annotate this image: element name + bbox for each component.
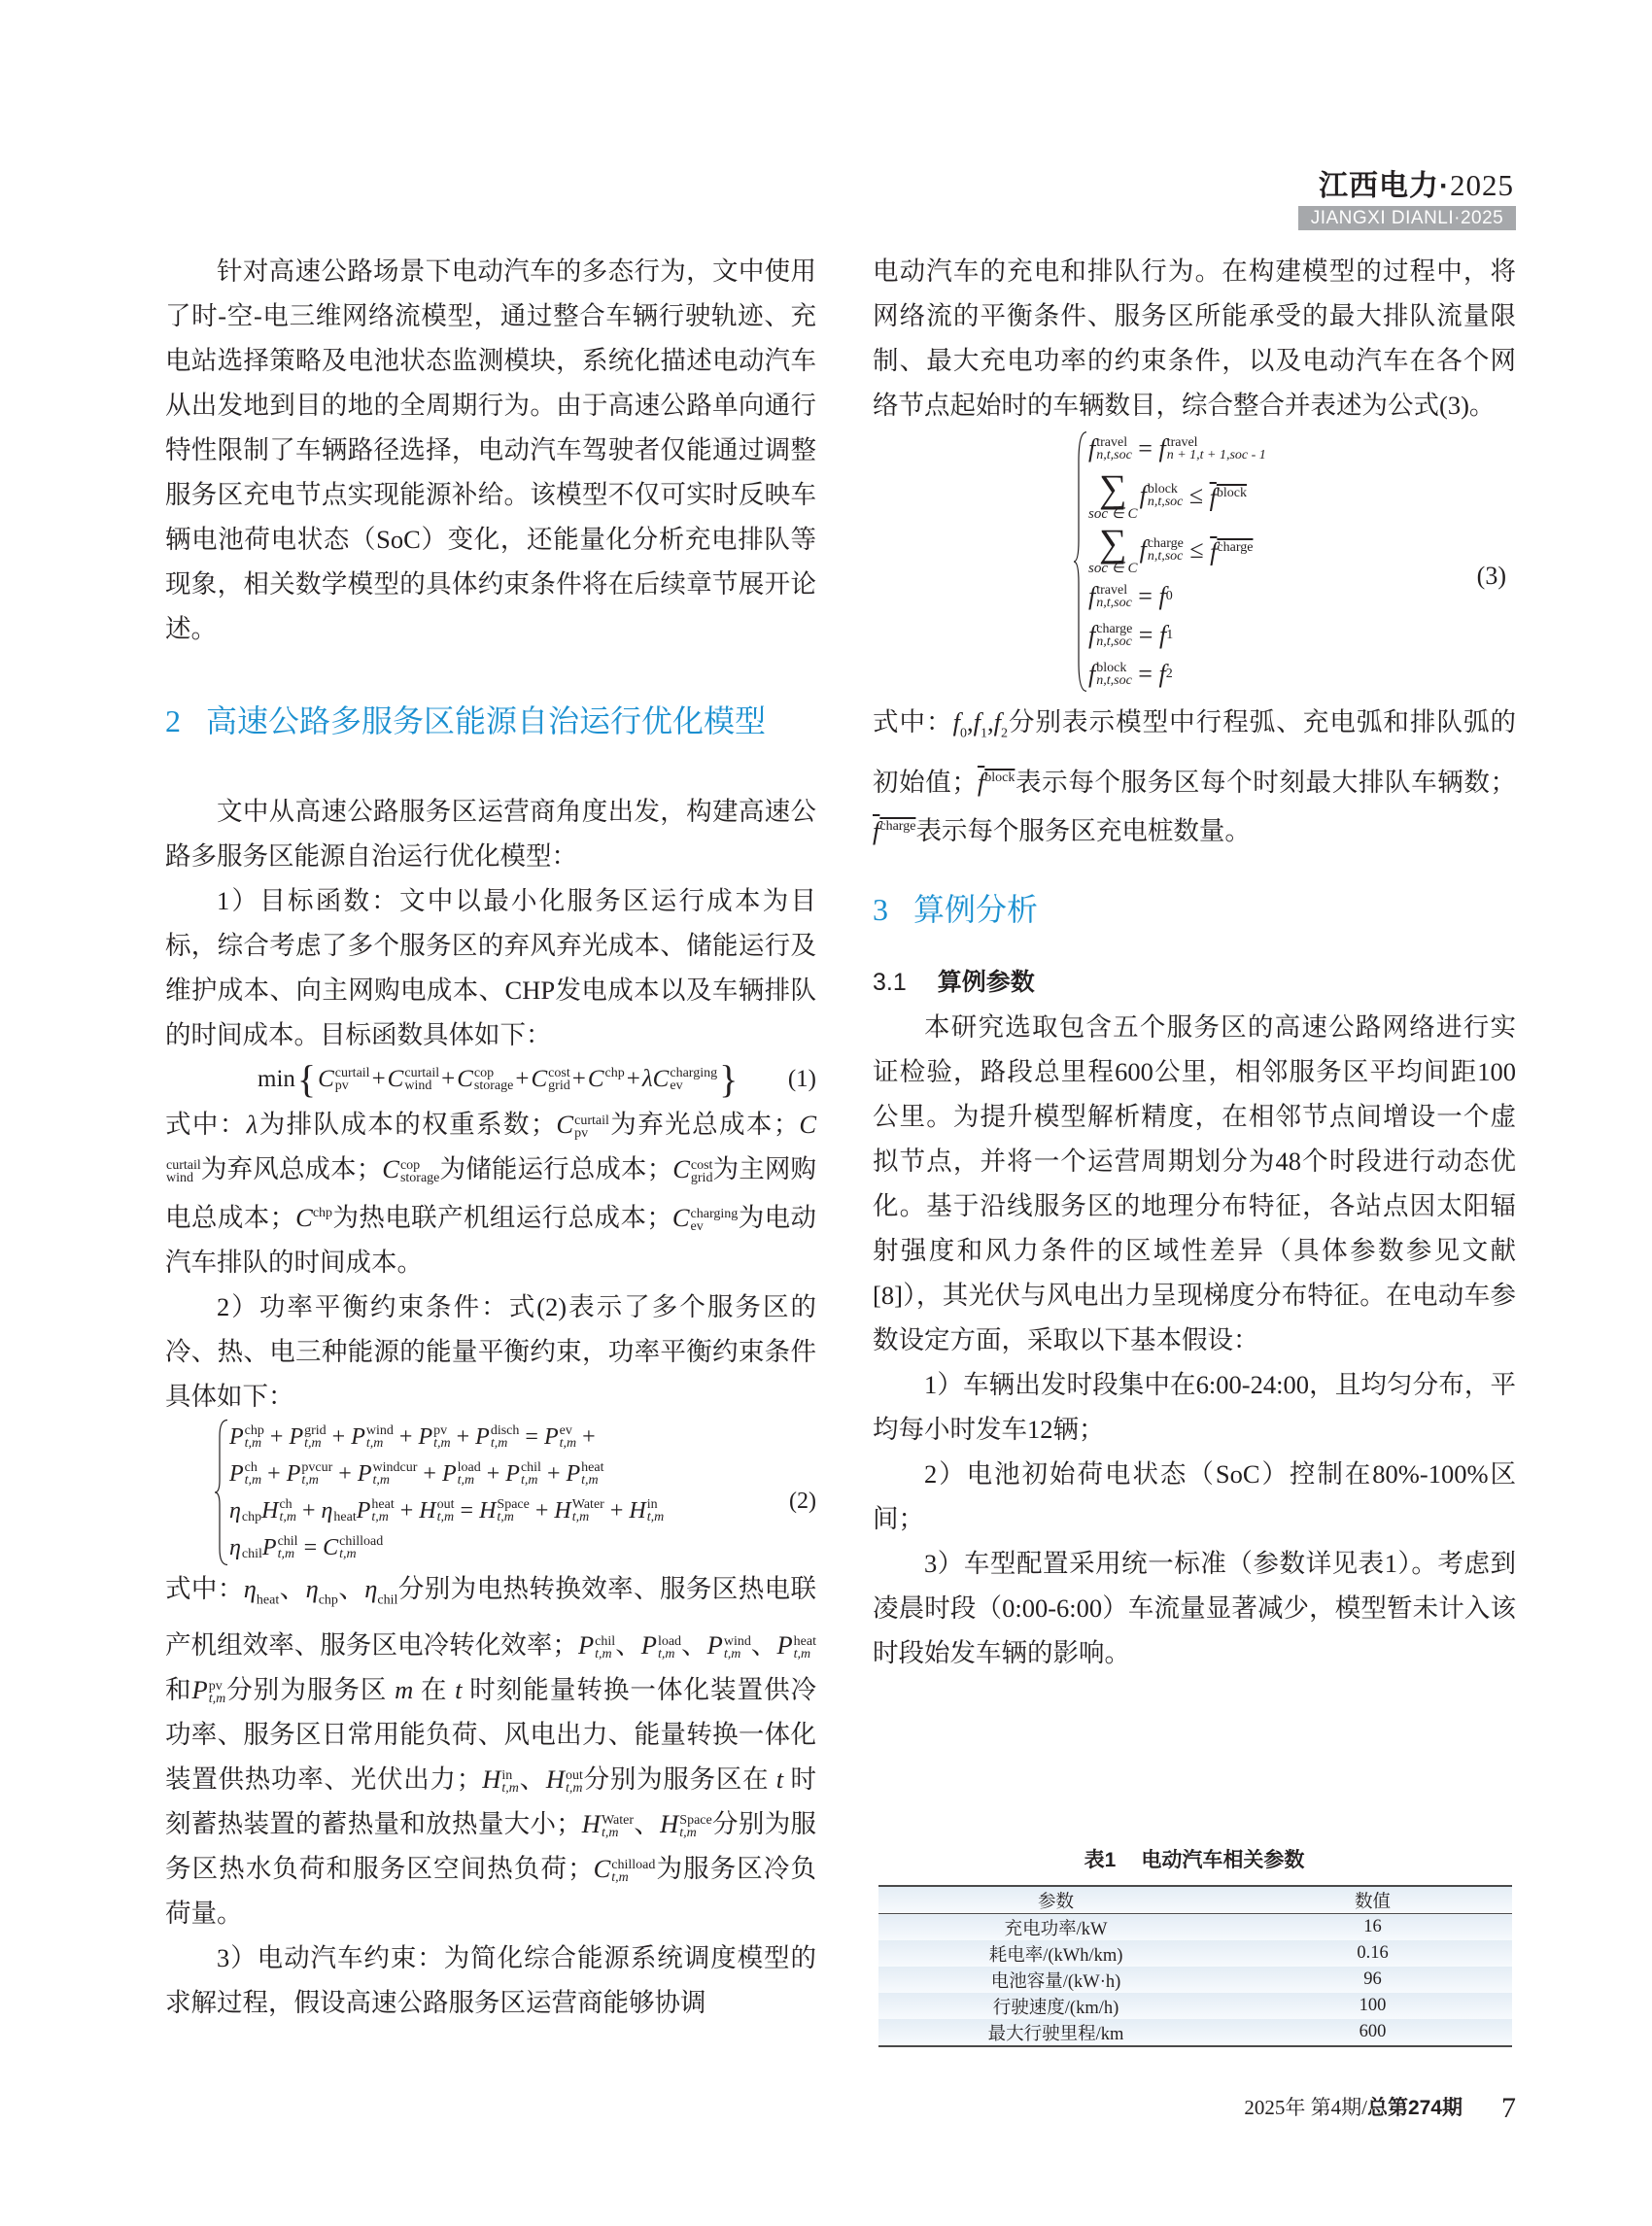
eq2-operator: +: [263, 1423, 290, 1450]
desc-text: 表示每个服务区充电桩数量。: [915, 815, 1251, 845]
eq2-scripts: heat t,m: [581, 1459, 604, 1488]
equation-2: [165, 1419, 816, 1566]
desc-text: 为电动汽车排队的时间成本。: [165, 1202, 817, 1277]
symbol-C-storage-cop: C cop storage: [382, 1154, 440, 1185]
section-3-1-heading: [873, 960, 1516, 1005]
symbol-f2: $f_2$: [993, 707, 1008, 741]
eq1-plus: +: [626, 1066, 640, 1092]
equation-number: (2): [789, 1488, 816, 1514]
journal-name-cn: 江西电力: [1319, 170, 1439, 202]
eq2-operator: +: [326, 1423, 352, 1450]
eq2-symbol-P: P: [441, 1460, 457, 1487]
symbol-C-wind-curtail: C curtail wind: [166, 1110, 817, 1185]
value-cell: 0.16: [1233, 1940, 1512, 1967]
parameter-cell: 最大行驶里程/km: [878, 2019, 1233, 2046]
model-intro-paragraph: 文中从高速公路服务区运营商角度出发，构建高速公路多服务区能源自治运行优化模型：: [165, 797, 816, 871]
eq2-row-2: [229, 1455, 664, 1492]
desc-text: 时刻能量转换一体化装置供冷功率、服务区日常用能负荷、风电出力、能量转换一体化装置供热功率、光伏出力；: [165, 1675, 817, 1795]
symbol-H-space: H Space t,m: [660, 1809, 712, 1841]
section-3-heading: [873, 888, 1516, 931]
symbol-t: t: [775, 1764, 784, 1795]
eq2-scripts: chil t,m: [520, 1459, 541, 1488]
symbol-m: m: [395, 1675, 414, 1705]
desc-text: 在: [420, 1675, 448, 1705]
symbol-P-load: P load t,m: [640, 1630, 682, 1662]
subsection-number: 3.1: [873, 968, 907, 996]
desc-text: 分别为服务区在: [582, 1764, 770, 1795]
desc-text: 分别为服务区: [225, 1675, 388, 1705]
eq1-term-scripts: cop storage: [473, 1066, 514, 1093]
journal-year: 2025: [1450, 168, 1514, 202]
symbol-f1: $f_1$: [973, 707, 987, 741]
symbol-f-block-max: $f^{block}$: [977, 768, 1015, 798]
eq2-operator: +: [480, 1460, 506, 1487]
value-cell: 16: [1233, 1914, 1512, 1941]
journal-separator: ·: [1439, 170, 1450, 202]
eq2-scripts: disch t,m: [490, 1422, 520, 1451]
symbol-C-pv-curtail: C curtail pv: [556, 1110, 609, 1141]
eq2-scripts: ch t,m: [244, 1459, 262, 1488]
eq2-operator: =: [519, 1423, 544, 1450]
eq2-operator: +: [417, 1460, 442, 1487]
section-title: 算例分析: [913, 891, 1039, 927]
section-title: 高速公路多服务区能源自治运行优化模型: [206, 703, 767, 738]
value-cell: 96: [1233, 1967, 1512, 1993]
parameter-cell: 充电功率/kW: [878, 1914, 1233, 1941]
symbol-eta-chp: $\eta_{chp}$: [305, 1573, 338, 1608]
table-1: [878, 1885, 1512, 2047]
eq2-scripts: windcur t,m: [372, 1459, 418, 1488]
page-number: 7: [1501, 2092, 1516, 2124]
symbol-P-chil: P chil t,m: [577, 1630, 616, 1662]
desc-text: 为排队成本的权重系数；: [258, 1110, 557, 1139]
parameter-cell: 耗电率/(kWh/km): [878, 1940, 1233, 1967]
desc-text: 分别为电热转换效率、服务区热电联产机组效率、服务区电冷转化效率；: [165, 1573, 817, 1661]
desc-text: 式中：: [873, 707, 953, 736]
eq2-operator: +: [540, 1460, 567, 1487]
case-parameters-paragraph: 本研究选取包含五个服务区的高速公路网络进行实证检验，路段总里程600公里，相邻服务区平均间距100公里。为提升模型解析精度，在相邻节点间增设一个虚拟节点，并将一个运营周期划分为48个时段进行动态优化。基于沿线服务区的地理分布特征，各站点因太阳辐射强度和风力条件的区域性差异（具体参数参见文献[8]），其光伏与风电出力呈现梯度分布特征。在电动车参数设定方面，采取以下基本假设：: [873, 1011, 1516, 1354]
equation-number: (1): [787, 1066, 816, 1092]
eq3-description: 式中：$f_0,f_1,f_2$分别表示模型中行程弧、充电弧和排队弧的初始值；$f^{block}$表示每个服务区每个时刻最大排队车辆数；$f^{charge}$表示每个服务区充电桩数量。: [873, 707, 1517, 845]
eq3-row-charge-init: f charge n,t,soc = f 1: [1088, 621, 1174, 649]
eq1-term-scripts: charging ev: [670, 1066, 718, 1093]
table-row: [878, 1914, 1512, 1941]
symbol-C-grid-cost: C cost grid: [672, 1154, 713, 1185]
eq1-plus: +: [371, 1066, 386, 1092]
eq2-operator: +: [576, 1423, 596, 1450]
table-row: [878, 1993, 1512, 2019]
eq2-symbol-P: P: [289, 1423, 304, 1450]
desc-text: 为服务区冷负荷量。: [165, 1854, 817, 1929]
assumption-1: 1）车辆出发时段集中在6:00-24:00，且均匀分布，平均每小时发车12辆；: [873, 1369, 1516, 1444]
eq1-min: min: [258, 1066, 295, 1092]
parameter-cell: 行驶速度/(km/h): [878, 1993, 1233, 2019]
eq1-term-symbol: C: [387, 1066, 404, 1092]
eq2-symbol-P: P: [357, 1460, 372, 1487]
symbol-P-heat: P heat t,m: [776, 1630, 816, 1662]
desc-text: 式中：: [165, 1110, 247, 1139]
eq1-left-brace: {: [296, 1057, 317, 1101]
eq1-lambda: λ: [641, 1066, 653, 1092]
assumption-2: 2）电池初始荷电状态（SoC）控制在80%-100%区间；: [873, 1458, 1516, 1533]
eq1-plus: +: [441, 1066, 456, 1092]
eq2-brace: [214, 1419, 229, 1566]
symbol-H-out: H out t,m: [545, 1764, 583, 1797]
desc-text: 和: [165, 1675, 192, 1705]
issue-info: 2025年 第4期/: [1244, 2096, 1367, 2119]
table-row: [878, 1940, 1512, 1967]
eq2-scripts: pv t,m: [433, 1422, 451, 1451]
eq3-row-charge-limit: ∑ soc ∈ C f charge n,t,soc ≤ $f^{charge}$: [1088, 521, 1254, 576]
desc-text: 时刻蓄热装置的蓄热量和放热量大小；: [165, 1764, 817, 1839]
eq2-row-4: η chil P chil t,m = C chilload t,m: [229, 1533, 384, 1561]
ev-constraint-continued: 电动汽车的充电和排队行为。在构建模型的过程中，将网络流的平衡条件、服务区所能承受的最大排队流量限制、最大充电功率的约束条件，以及电动汽车在各个网络节点起始时的车辆数目，综合整合并表述为公式(3)。: [873, 257, 1516, 420]
symbol-lambda: λ: [246, 1110, 258, 1139]
eq1-term-symbol: C: [531, 1066, 548, 1092]
eq3-row-block-limit: ∑ soc ∈ C f block n,t,soc ≤ $f^{block}$: [1088, 466, 1247, 522]
eq2-symbol-P: P: [229, 1423, 244, 1450]
desc-text: 为弃风总成本；: [200, 1154, 383, 1183]
section-2-heading: [165, 700, 816, 742]
table-header-row: [878, 1886, 1512, 1914]
eq1-term-scripts: cost grid: [548, 1066, 570, 1093]
eq2-symbol-P: P: [505, 1460, 520, 1487]
equation-3: [873, 429, 1516, 694]
table-row: [878, 1967, 1512, 1993]
eq2-operator: +: [450, 1423, 476, 1450]
section-number: 2: [165, 703, 181, 738]
desc-text: 表示每个服务区每个时刻最大排队车辆数；: [1015, 768, 1517, 798]
eq3-row-travel-init: f travel n,t,soc = f 0: [1088, 582, 1173, 610]
intro-paragraph: 针对高速公路场景下电动汽车的多态行为，文中使用了时-空-电三维网络流模型，通过整合车辆行驶轨迹、充电站选择策略及电池状态监测模块，系统化描述电动汽车从出发地到目的地的全周期行为。由于高速公路单向通行特性限制了车辆路径选择，电动汽车驾驶者仅能通过调整服务区充电节点实现能源补给。该模型不仅可实时反映车辆电池荷电状态（SoC）变化，还能量化分析充电排队等现象，相关数学模型的具体约束条件将在后续章节展开论述。: [165, 257, 816, 643]
eq3-row-travel-balance: f travel n,t,soc = f travel n + 1,t + 1,soc - 1: [1088, 434, 1266, 462]
value-cell: 600: [1233, 2019, 1512, 2046]
eq1-term-symbol: C: [457, 1066, 473, 1092]
eq1-description: [165, 1102, 816, 1284]
eq2-description: 式中：$\eta_{heat}$、$\eta_{chp}$、$\eta_{chil}$分别为电热转换效率、服务区热电联产机组效率、服务区电冷转化效率；P chil t,m 、P load t,m 、P wind t,m 、P heat t,m 和P pv t,m 分别为服务区 m 在 t 时刻能量转换一体化装置供冷功率、服务区日常用能负荷、风电出力、能量转换一体化装置供热功率、光伏出力；H in t,m 、H out t,m 分别为服务区在 t 时刻蓄热装置的蓄热量和放热量大小；H Water t,m 、H Space t,m 分别为服务区热水负荷和服务区空间热负荷；C chilload t,m 为服务区冷负荷量。: [165, 1573, 817, 1929]
eq2-scripts: ev t,m: [559, 1422, 577, 1451]
parameter-cell: 电池容量/(kW·h): [878, 1967, 1233, 1993]
eq1-terms: [318, 1057, 717, 1102]
desc-text: 分别为服务区热水负荷和服务区空间热负荷；: [165, 1809, 817, 1884]
eq2-symbol-P: P: [351, 1423, 365, 1450]
symbol-f0: $f_0$: [952, 707, 967, 741]
desc-text: 为储能运行总成本；: [439, 1154, 673, 1183]
symbol-C-chp: $C^{chp}$: [295, 1202, 333, 1232]
eq2-symbol-P: P: [229, 1460, 244, 1487]
desc-text: 分别表示模型中行程弧、充电弧和排队弧的初始值；: [873, 707, 1517, 798]
left-column: [165, 249, 816, 2025]
eq2-row-1: [229, 1419, 664, 1455]
eq3-row-block-init: f block n,t,soc = f 2: [1088, 660, 1173, 688]
column-header: 参数: [878, 1886, 1233, 1914]
symbol-t: t: [455, 1675, 463, 1705]
section-number: 3: [873, 891, 888, 927]
table-number: 表1: [1084, 1849, 1117, 1871]
eq3-brace: [1073, 429, 1088, 694]
objective-function-paragraph: 1）目标函数：文中以最小化服务区运行成本为目标，综合考虑了多个服务区的弃风弃光成本、储能运行及维护成本、向主网购电成本、CHP发电成本以及车辆排队的时间成本。目标函数具体如下：: [165, 886, 816, 1049]
symbol-H-in: H in t,m: [482, 1764, 519, 1797]
eq1-term-symbol: C: [652, 1066, 670, 1092]
column-header: 数值: [1233, 1886, 1512, 1914]
eq2-symbol-P: P: [475, 1423, 490, 1450]
eq2-symbol-P: P: [418, 1423, 433, 1450]
eq2-symbol-P: P: [286, 1460, 301, 1487]
eq1-term-symbol: C: [318, 1066, 334, 1092]
table-1-caption: [873, 1844, 1516, 1873]
value-cell: 100: [1233, 1993, 1512, 2019]
table-title: 电动汽车相关参数: [1141, 1849, 1305, 1871]
eq2-operator: +: [261, 1460, 287, 1487]
symbol-P-wind: P wind t,m: [706, 1630, 751, 1662]
eq2-scripts: pvcur t,m: [301, 1459, 333, 1488]
eq2-scripts: grid t,m: [304, 1422, 327, 1451]
eq1-right-brace: }: [719, 1057, 739, 1101]
eq1-term-scripts: chp: [604, 1066, 625, 1080]
symbol-H-water: H Water t,m: [581, 1809, 635, 1841]
symbol-f-charge-max: $f^{charge}$: [873, 815, 916, 845]
desc-text: 为热电联产机组运行总成本；: [332, 1202, 672, 1232]
assumption-3: 3）车型配置采用统一标准（参数详见表1）。考虑到凌晨时段（0:00-6:00）车流量显著减少，模型暂未计入该时段始发车辆的影响。: [873, 1548, 1516, 1667]
total-issue: 总第274期: [1366, 2097, 1463, 2119]
ev-constraint-paragraph: 3）电动汽车约束：为简化综合能源系统调度模型的求解过程，假设高速公路服务区运营商能够协调: [165, 1943, 816, 2018]
symbol-C-ev-charging: C charging ev: [671, 1202, 739, 1234]
equation-1: [165, 1057, 816, 1102]
right-column: [873, 249, 1516, 1675]
desc-text: 为弃光总成本；: [608, 1110, 800, 1139]
symbol-eta-chil: $\eta_{chil}$: [364, 1573, 398, 1608]
desc-text: 式中：: [165, 1573, 244, 1603]
journal-title: [1319, 161, 1514, 204]
subsection-title: 算例参数: [937, 968, 1035, 996]
eq2-operator: +: [332, 1460, 358, 1487]
eq2-scripts: chp t,m: [244, 1422, 264, 1451]
eq2-scripts: wind t,m: [365, 1422, 394, 1451]
eq2-operator: +: [393, 1423, 419, 1450]
eq2-row-3: η chp H ch t,m + η heat P heat t,m + H out t,m = H Space t,m + H Water t,m + H in t,m: [229, 1496, 665, 1524]
equation-number: (3): [1476, 562, 1506, 590]
symbol-C-chilload: C chilload t,m: [593, 1854, 656, 1886]
journal-name-en: JIANGXI DIANLI·2025: [1298, 206, 1516, 230]
eq1-plus: +: [571, 1066, 586, 1092]
desc-text: 为主网购电总成本；: [165, 1154, 817, 1232]
eq1-term-scripts: curtail wind: [404, 1066, 440, 1093]
eq2-symbol-P: P: [543, 1423, 559, 1450]
symbol-P-pv: P pv t,m: [191, 1675, 226, 1707]
eq2-symbol-P: P: [566, 1460, 581, 1487]
eq1-term-scripts: curtail pv: [334, 1066, 370, 1093]
eq2-scripts: load t,m: [457, 1459, 481, 1488]
table-row: [878, 2019, 1512, 2046]
eq1-term-symbol: C: [587, 1066, 604, 1092]
power-balance-paragraph: 2）功率平衡约束条件：式(2)表示了多个服务区的冷、热、电三种能源的能量平衡约束，功率平衡约束条件具体如下：: [165, 1291, 816, 1411]
symbol-eta-heat: $\eta_{heat}$: [243, 1573, 280, 1608]
page-footer: [1244, 2092, 1516, 2125]
eq1-plus: +: [515, 1066, 530, 1092]
